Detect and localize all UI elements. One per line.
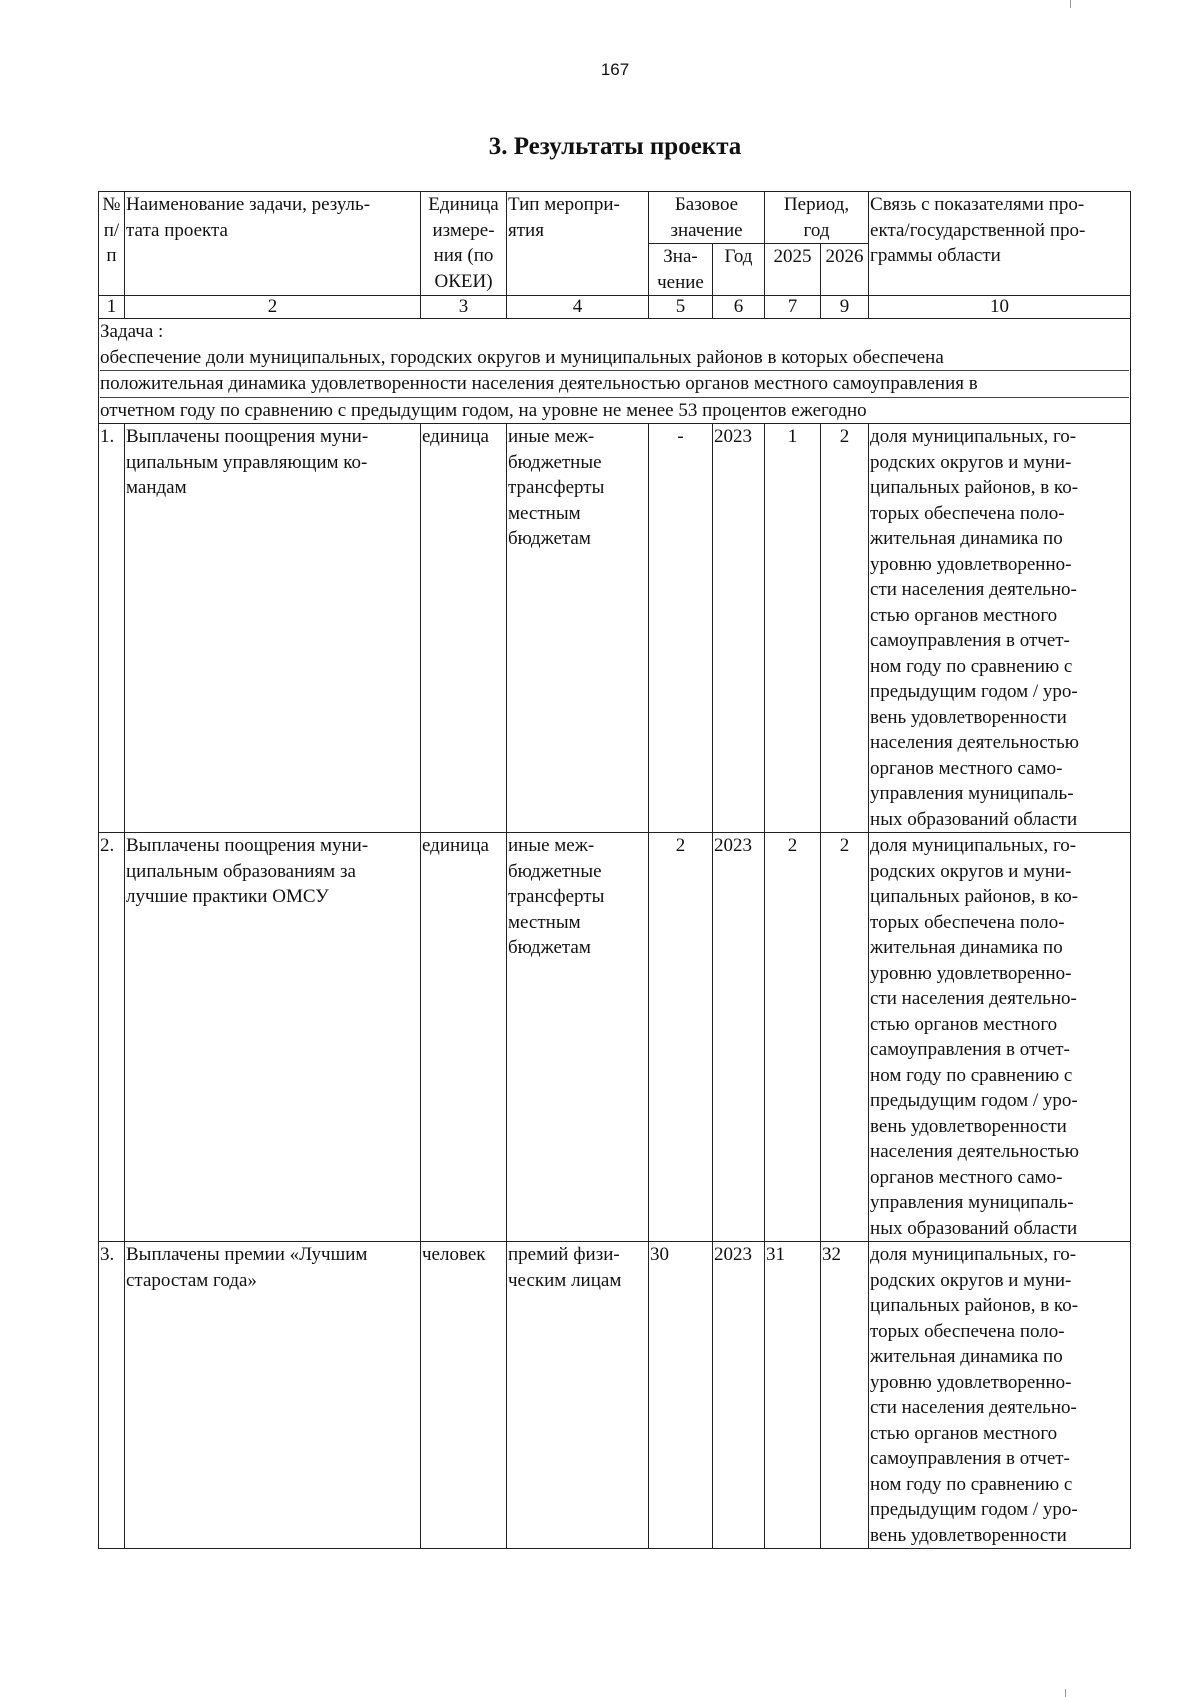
row-base-year: 2023	[713, 424, 765, 833]
row-result-name: Выплачены поощрения муни- ципальным управляющим ко- мандам	[125, 424, 421, 833]
row-unit: единица	[421, 833, 507, 1242]
header-period-group: Период, год	[765, 192, 869, 244]
task-label: Задача :	[100, 321, 164, 342]
scan-edge-mark-bottom	[1065, 1689, 1066, 1697]
row-result-name: Выплачены поощрения муни- ципальным образованиям за лучшие практики ОМСУ	[125, 833, 421, 1242]
col-number-4: 4	[507, 296, 649, 319]
row-value-2025: 1	[765, 424, 821, 833]
row-activity-type: премий физи- ческим лицам	[507, 1242, 649, 1549]
header-type: Тип меропри- ятия	[507, 192, 649, 296]
col-number-10: 10	[869, 296, 1131, 319]
col-number-7: 7	[765, 296, 821, 319]
scan-edge-mark-top	[1070, 0, 1071, 8]
header-base-value: Зна- чение	[649, 244, 713, 296]
row-number: 1.	[99, 424, 125, 833]
row-result-name: Выплачены премии «Лучшим старостам года»	[125, 1242, 421, 1549]
task-text-line-2: положительная динамика удовлетворенности населения деятельностью органов местного самоуправления в	[100, 371, 1129, 398]
column-numbering-row	[99, 296, 1131, 319]
header-row-1	[99, 192, 1131, 244]
task-row	[99, 319, 1131, 424]
task-text-line-3: отчетном году по сравнению с предыдущим годом, на уровне не менее 53 процентов ежегодно	[100, 399, 867, 421]
task-cell	[99, 319, 1131, 424]
row-base-value: 30	[649, 1242, 713, 1549]
page-number: 167	[600, 60, 630, 79]
row-base-year: 2023	[713, 1242, 765, 1549]
header-base-value-group: Базовое значение	[649, 192, 765, 244]
row-indicator-link: доля муниципальных, го- родских округов и муни- ципальных районов, в ко- торых обеспечена поло- жительная динамика по уровню удовлетворенно- сти населения деятельно- стью органов местного самоуправления в отчет- ном году по сравнению с предыдущим годом / уро- вень удовлетворенности населения деятельностью органов местного само- управления муниципаль- ных образований области	[869, 424, 1131, 833]
header-unit: Единица измере- ния (по ОКЕИ)	[421, 192, 507, 296]
table-row	[99, 1242, 1131, 1549]
row-number: 3.	[99, 1242, 125, 1549]
row-indicator-link: доля муниципальных, го- родских округов и муни- ципальных районов, в ко- торых обеспечена поло- жительная динамика по уровню удовлетворенно- сти населения деятельно- стью органов местного самоуправления в отчет- ном году по сравнению с предыдущим годом / уро- вень удовлетворенности населения деятельностью органов местного само- управления муниципаль- ных образований области	[869, 833, 1131, 1242]
col-number-6: 6	[713, 296, 765, 319]
page-title: 3. Результаты проекта	[488, 133, 742, 160]
row-value-2026: 2	[821, 833, 869, 1242]
table-row	[99, 424, 1131, 833]
header-name: Наименование задачи, резуль- тата проекта	[125, 192, 421, 296]
header-number: № п/ п	[99, 192, 125, 296]
row-unit: единица	[421, 424, 507, 833]
header-link: Связь с показателями про- екта/государственной про- граммы области	[869, 192, 1131, 296]
col-number-2: 2	[125, 296, 421, 319]
row-activity-type: иные меж- бюджетные трансферты местным бюджетам	[507, 833, 649, 1242]
table-row	[99, 833, 1131, 1242]
header-year-2025: 2025	[765, 244, 821, 296]
row-activity-type: иные меж- бюджетные трансферты местным бюджетам	[507, 424, 649, 833]
col-number-3: 3	[421, 296, 507, 319]
row-value-2025: 31	[765, 1242, 821, 1549]
row-value-2026: 2	[821, 424, 869, 833]
task-text-line-1: обеспечение доли муниципальных, городских округов и муниципальных районов в которых обеспечена	[100, 345, 1129, 372]
row-value-2026: 32	[821, 1242, 869, 1549]
col-number-5: 5	[649, 296, 713, 319]
row-indicator-link: доля муниципальных, го- родских округов и муни- ципальных районов, в ко- торых обеспечена поло- жительная динамика по уровню удовлетворенно- сти населения деятельно- стью органов местного самоуправления в отчет- ном году по сравнению с предыдущим годом / уро- вень удовлетворенности	[869, 1242, 1131, 1549]
row-base-value: -	[649, 424, 713, 833]
row-base-year: 2023	[713, 833, 765, 1242]
header-year-2026: 2026	[821, 244, 869, 296]
row-unit: человек	[421, 1242, 507, 1549]
results-table	[98, 191, 1131, 1549]
col-number-9: 9	[821, 296, 869, 319]
row-value-2025: 2	[765, 833, 821, 1242]
col-number-1: 1	[99, 296, 125, 319]
row-number: 2.	[99, 833, 125, 1242]
row-base-value: 2	[649, 833, 713, 1242]
header-base-year: Год	[713, 244, 765, 296]
